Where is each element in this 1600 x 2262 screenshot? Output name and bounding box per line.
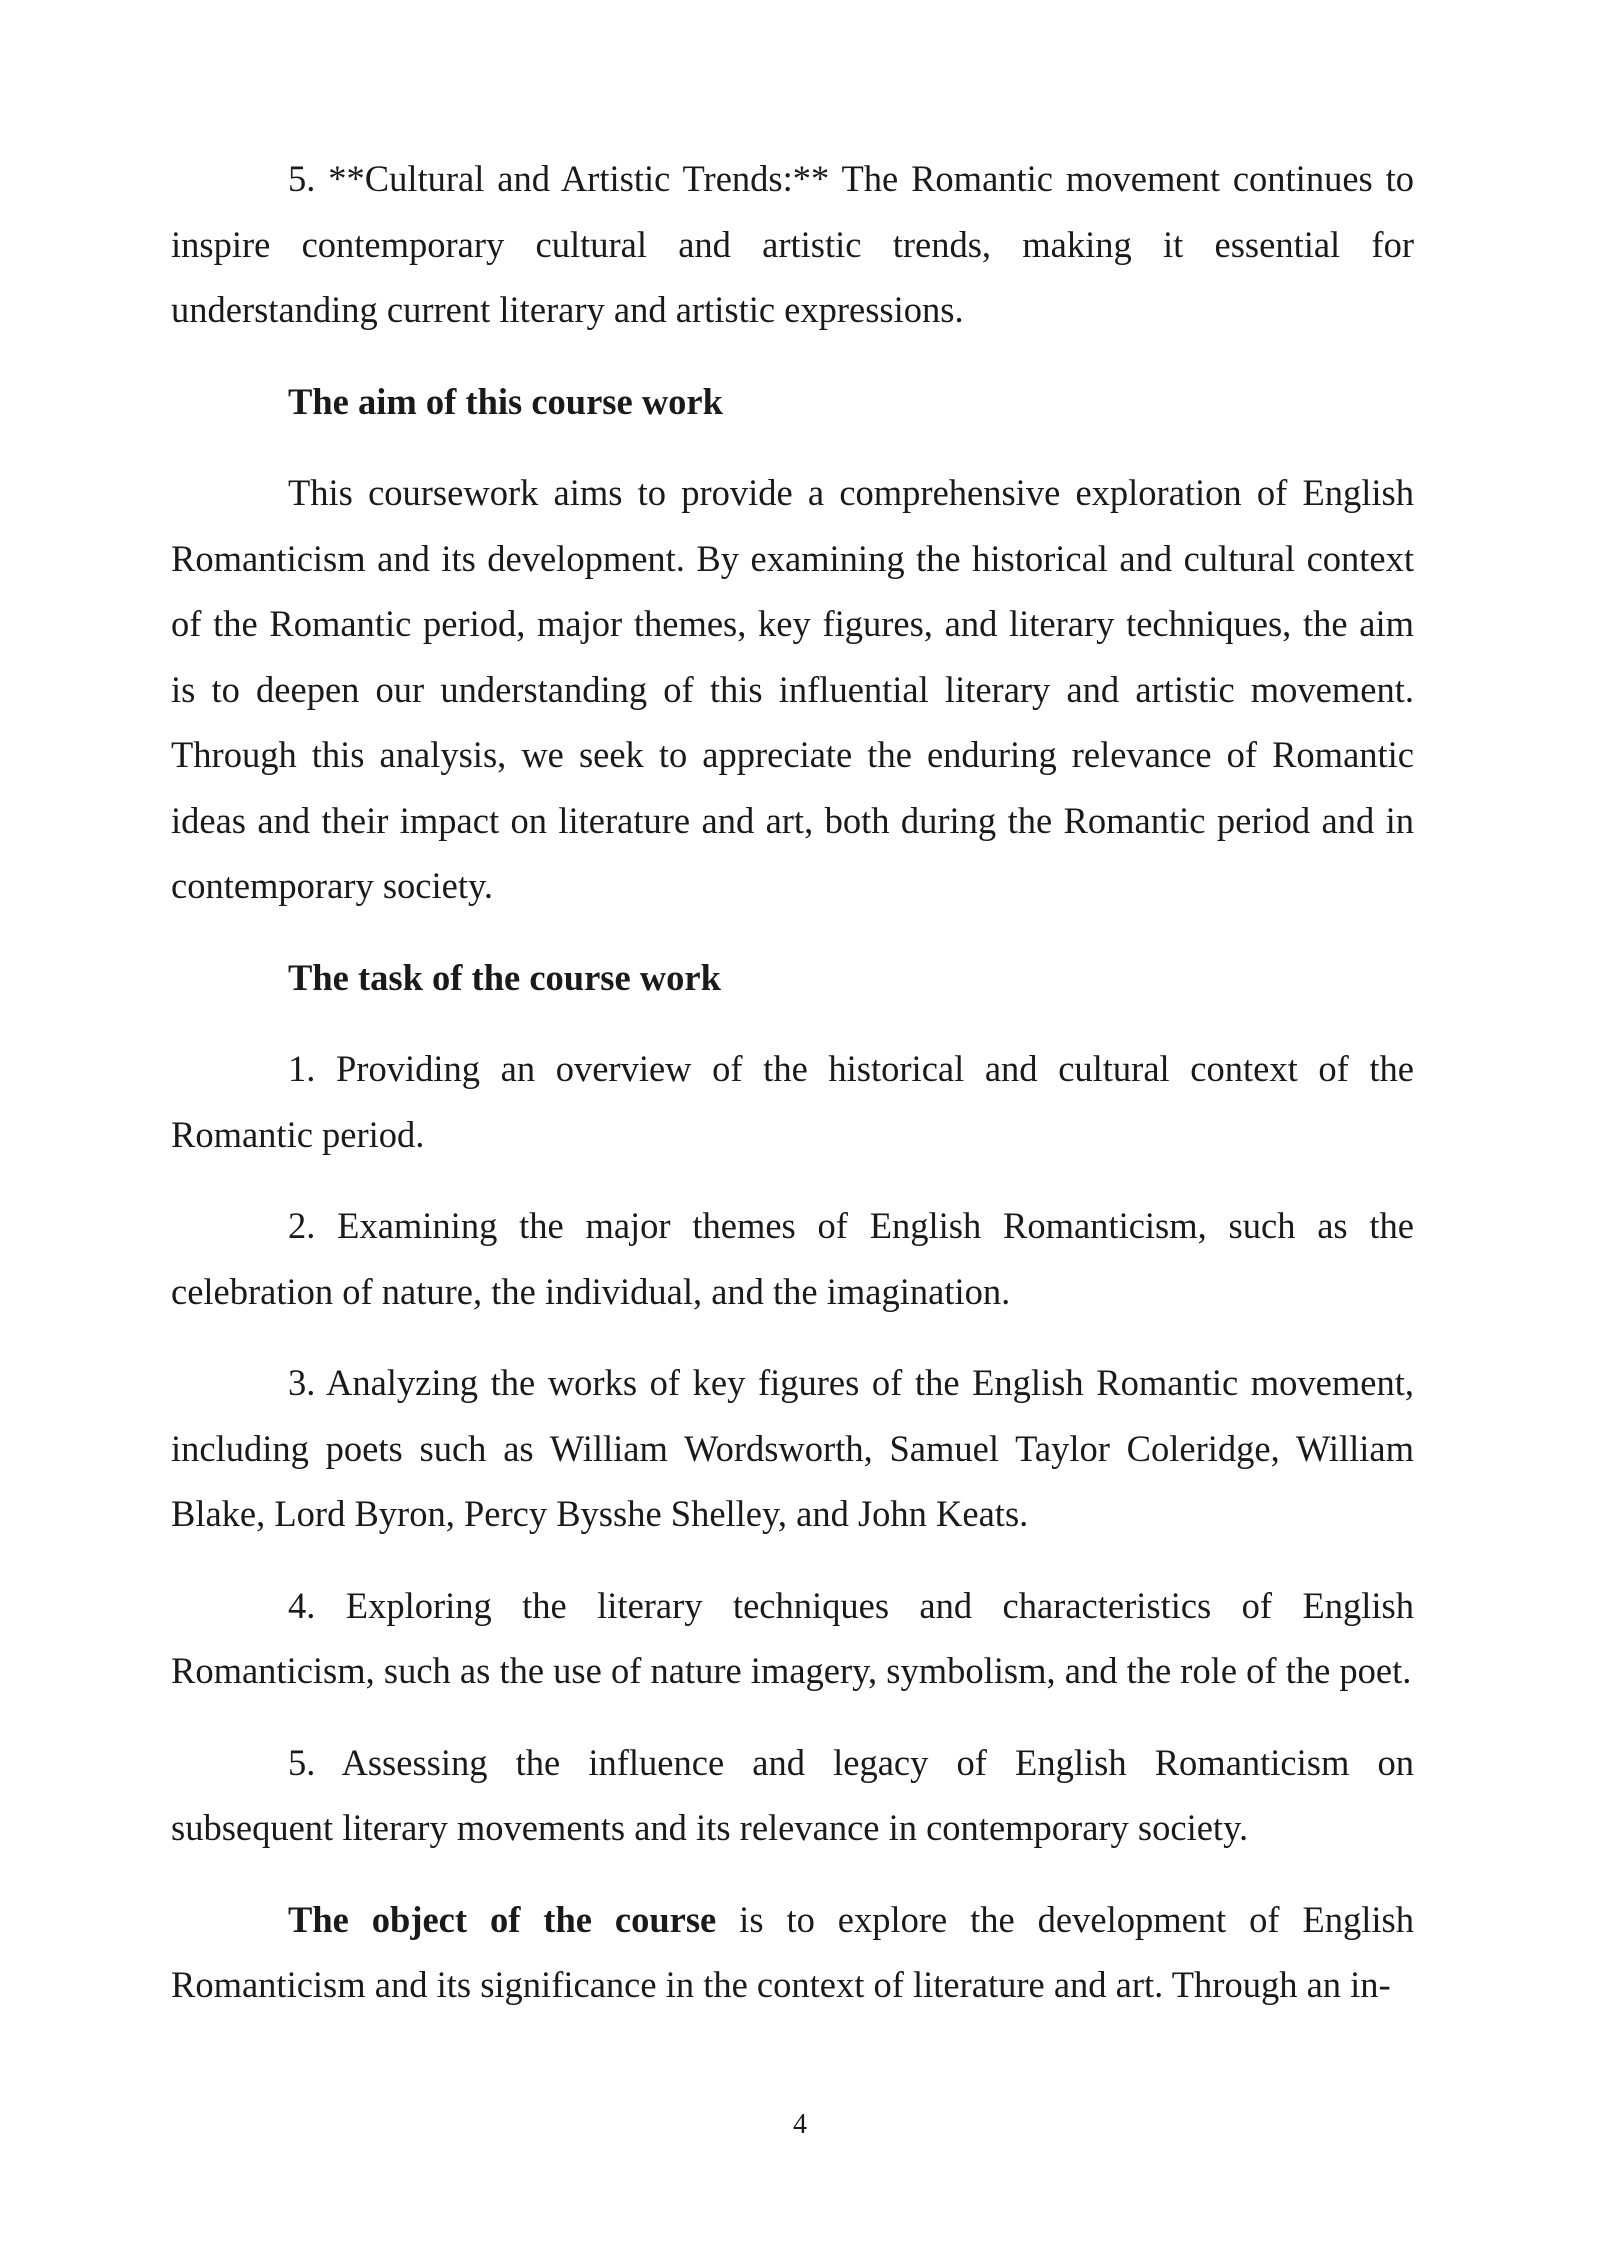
heading-aim: The aim of this course work bbox=[288, 380, 723, 422]
task-item-5: 5. Assessing the influence and legacy of English Romanticism on subsequent literary movements and its relevance in contemporary society. bbox=[171, 1741, 1414, 1848]
document-page bbox=[171, 146, 1414, 2018]
paragraph-aim: This coursework aims to provide a comprehensive exploration of English Romanticism and its development. By examining the historical and cultural context of the Romantic period, major themes, key figures, and literary techniques, the aim is to deepen our understanding of this influential literary and artistic movement. Through this analysis, we seek to appreciate the enduring relevance of Romantic ideas and their impact on literature and art, both during the Romantic period and in contemporary society. bbox=[171, 472, 1414, 906]
page-number: 4 bbox=[793, 2109, 807, 2140]
paragraph-object bbox=[171, 1887, 1414, 2018]
task-item-4: 4. Exploring the literary techniques and characteristics of English Romanticism, such as the use of nature imagery, symbolism, and the role of the poet. bbox=[171, 1584, 1414, 1691]
paragraph-cultural-trends: 5. **Cultural and Artistic Trends:** The Romantic movement continues to inspire contemporary cultural and artistic trends, making it essential for understanding current literary and artistic expressions. bbox=[171, 158, 1414, 330]
object-bold-lead: The object of the course bbox=[288, 1898, 717, 1940]
task-item-1: 1. Providing an overview of the historical and cultural context of the Romantic period. bbox=[171, 1048, 1414, 1155]
object-rest-text: is to explore the development of English Romanticism and its significance in the context of literature and art. Through an in- bbox=[171, 1898, 1414, 2005]
heading-task: The task of the course work bbox=[288, 956, 721, 998]
task-item-2: 2. Examining the major themes of English Romanticism, such as the celebration of nature, the individual, and the imagination. bbox=[171, 1205, 1414, 1312]
task-item-3: 3. Analyzing the works of key figures of the English Romantic movement, including poets such as William Wordsworth, Samuel Taylor Coleridge, William Blake, Lord Byron, Percy Bysshe Shelley, and John Keats. bbox=[171, 1362, 1414, 1534]
